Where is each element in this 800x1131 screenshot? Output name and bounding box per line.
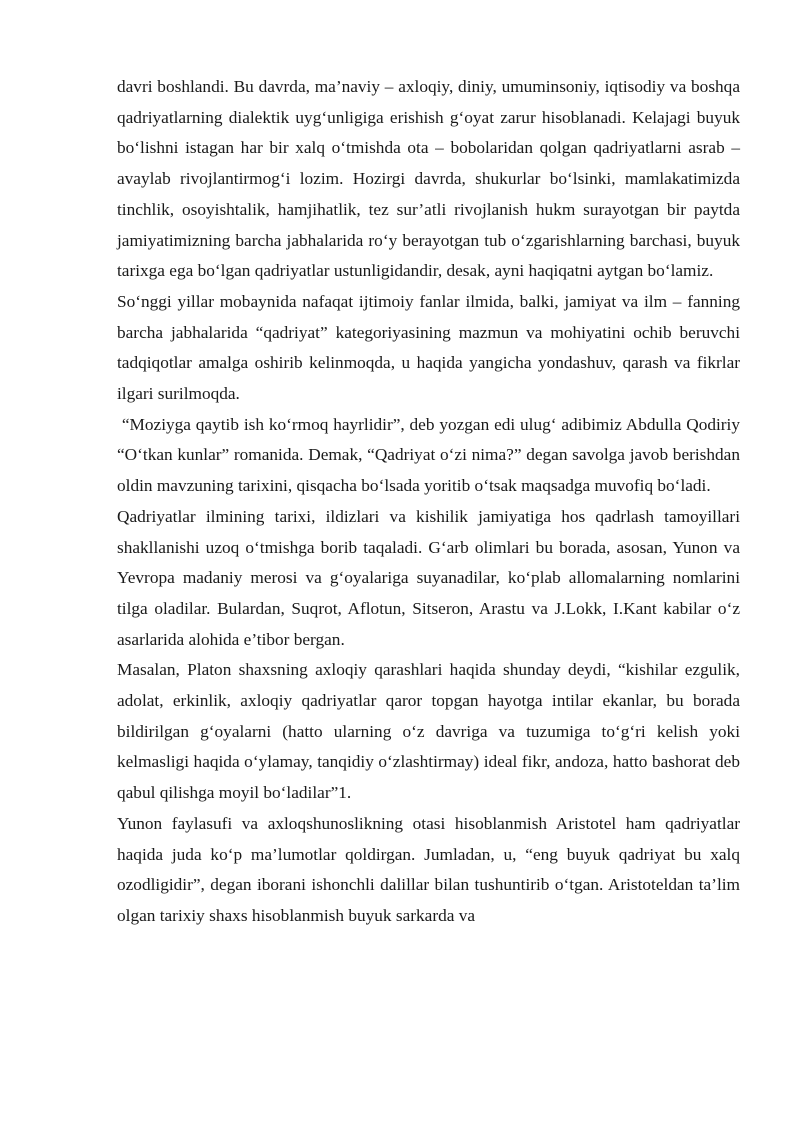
- paragraph-4: Qadriyatlar ilmining tarixi, ildizlari va kishilik jamiyatiga hos qadrlash tamoyillari shakllanishi uzoq o‘tmishga borib taqaladi. G‘arb olimlari bu borada, asosan, Yunon va Yevropa madaniy merosi va g‘oyalariga suyanadilar, ko‘plab allomalarning nomlarini tilga oladilar. Bulardan, Suqrot, Aflotun, Sitseron, Arastu va J.Lokk, I.Kant kabilar o‘z asarlarida alohida e’tibor bergan.: [117, 506, 740, 649]
- paragraph-3: “Moziyga qaytib ish ko‘rmoq hayrlidir”, deb yozgan edi ulug‘ adibimiz Abdulla Qodiriy “O‘tkan kunlar” romanida. Demak, “Qadriyat o‘zi nima?” degan savolga javob berishdan oldin mavzuning tarixini, qisqacha bo‘lsada yoritib o‘tsak maqsadga muvofiq bo‘ladi.: [117, 414, 745, 496]
- document-page: [117, 72, 745, 932]
- paragraph-1: davri boshlandi. Bu davrda, ma’naviy – axloqiy, diniy, umuminsoniy, iqtisodiy va boshqa qadriyatlarning dialektik uyg‘unligiga erishish g‘oyat zarur hisoblanadi. Kelajagi buyuk bo‘lishni istagan har bir xalq o‘tmishda ota – bobolaridan qolgan qadriyatlarni asrab – avaylab rivojlantirmog‘i lozim. Hozirgi davrda, shukurlar bo‘lsinki, mamlakatimizda tinchlik, osoyishtalik, hamjihatlik, tez sur’atli rivojlanish hukm surayotgan bir paytda jamiyatimizning barcha jabhalarida ro‘y berayotgan tub o‘zgarishlarning barchasi, buyuk tarixga ega bo‘lgan qadriyatlar ustunligidandir, desak, ayni haqiqatni aytgan bo‘lamiz.: [117, 77, 740, 281]
- paragraph-5: Masalan, Platon shaxsning axloqiy qarashlari haqida shunday deydi, “kishilar ezgulik, adolat, erkinlik, axloqiy qadriyatlar qaror topgan hayotga intilar ekanlar, bu borada bildirilgan g‘oyalarni (hatto ularning o‘z davriga va tuzumiga to‘g‘ri kelish yoki kelmasligi haqida o‘ylamay, tanqidiy o‘zlashtirmay) ideal fikr, andoza, hatto bashorat deb qabul qilishga moyil bo‘ladilar”1.: [117, 660, 740, 803]
- paragraph-6: Yunon faylasufi va axloqshunoslikning otasi hisoblanmish Aristotel ham qadriyatlar haqida juda ko‘p ma’lumotlar qoldirgan. Jumladan, u, “eng buyuk qadriyat bu xalq ozodligidir”, degan iborani ishonchli dalillar bilan tushuntirib o‘tgan. Aristoteldan ta’lim olgan tarixiy shaxs hisoblanmish buyuk sarkarda va: [117, 813, 740, 925]
- paragraph-2: So‘nggi yillar mobaynida nafaqat ijtimoiy fanlar ilmida, balki, jamiyat va ilm – fanning barcha jabhalarida “qadriyat” kategoriyasining mazmun va mohiyatini ochib beruvchi tadqiqotlar amalga oshirib kelinmoqda, u haqida yangicha yondashuv, qarash va fikrlar ilgari surilmoqda.: [117, 291, 740, 404]
